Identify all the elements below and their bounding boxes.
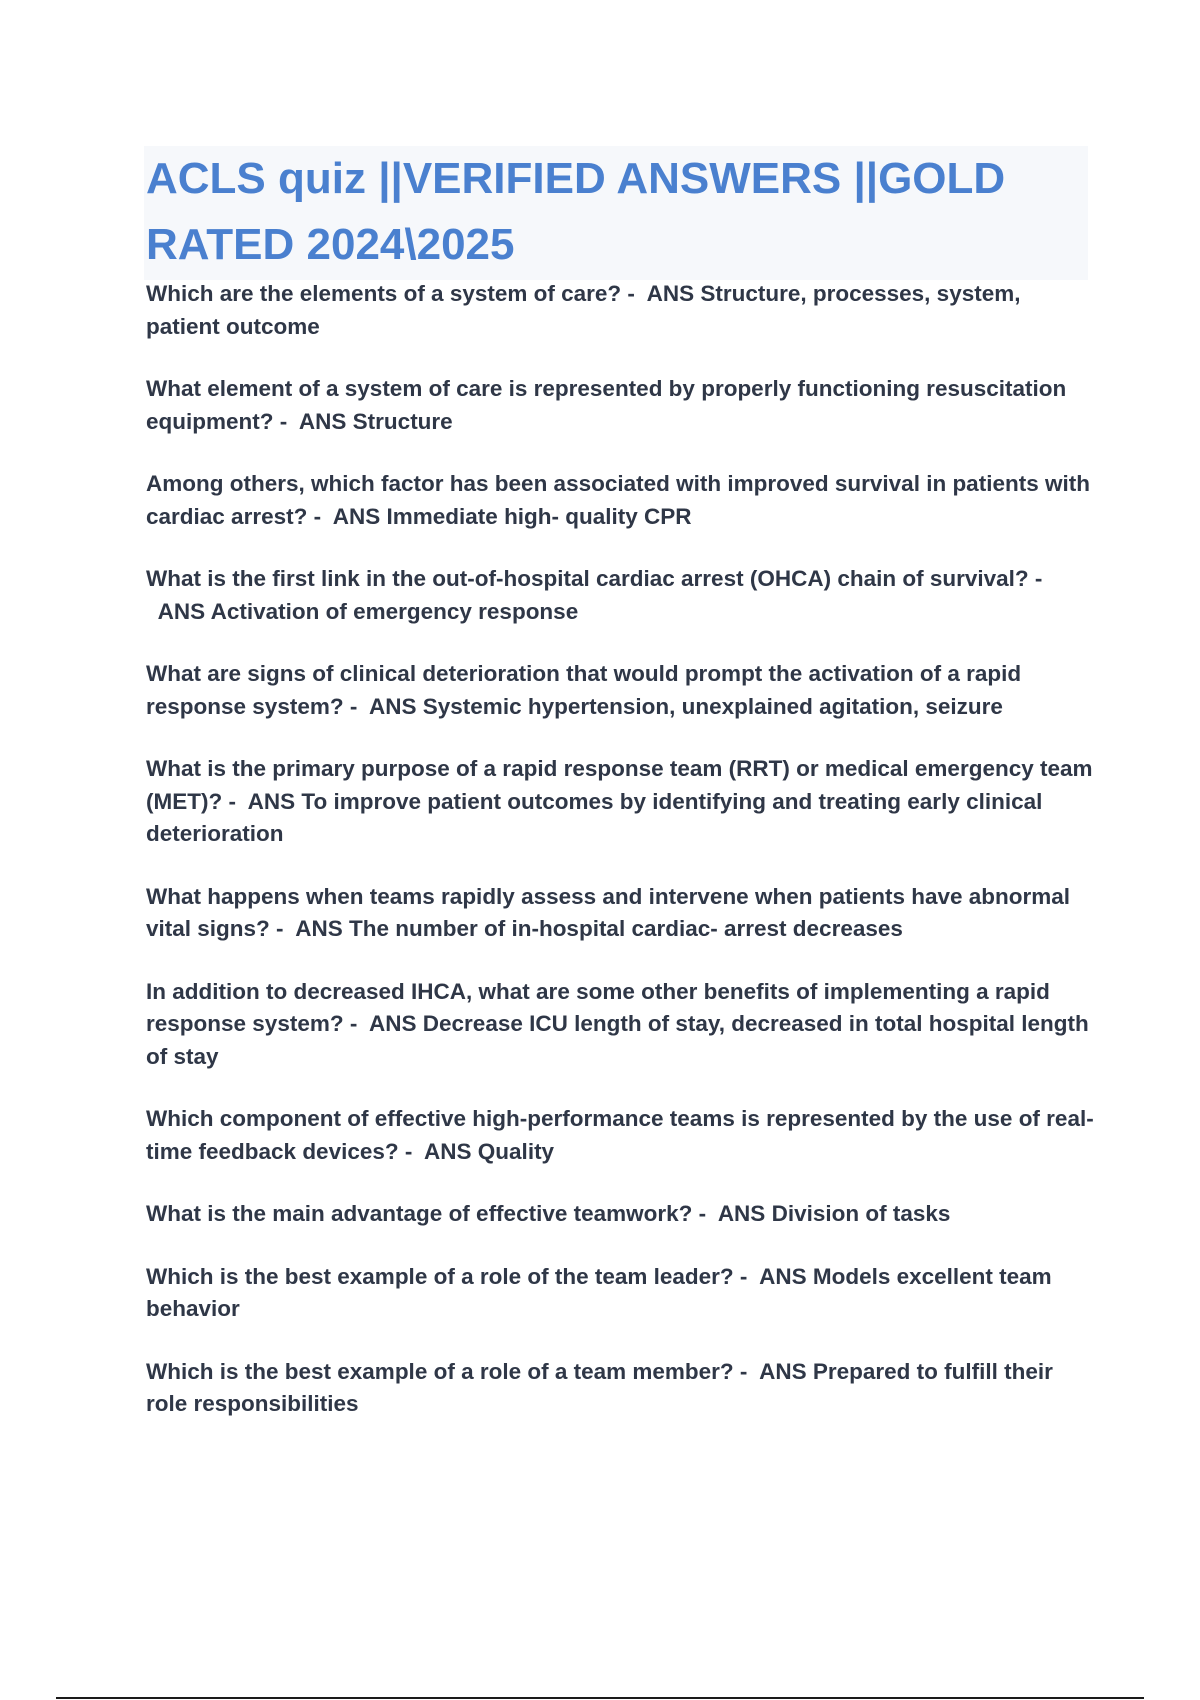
qa-item-11 [146, 1261, 1096, 1326]
qa-item-6 [146, 753, 1096, 851]
answer-text: ANS Structure [298, 408, 453, 434]
question-text: Which is the best example of a role of the team leader? - [146, 1263, 748, 1289]
question-text: What is the first link in the out-of-hospital cardiac arrest (OHCA) chain of survival? - [146, 566, 1043, 591]
document-title: ACLS quiz ||VERIFIED ANSWERS ||GOLD RATED 2024\2025 [146, 154, 1006, 269]
question-text: What happens when teams rapidly assess and intervene when patients have abnormal vital signs? - [146, 883, 1071, 941]
answer-text: ANS Immediate high- quality CPR [332, 503, 692, 529]
question-text: Which are the elements of a system of care? - [146, 281, 635, 306]
answer-text: ANS Prepared to fulfill their role responsibilities [146, 1358, 1053, 1416]
answer-text: ANS Quality [424, 1138, 555, 1164]
qa-list [146, 278, 1096, 1451]
qa-item-3 [146, 468, 1096, 533]
question-text: What is the primary purpose of a rapid response team (RRT) or medical emergency team (MET)? - [146, 756, 1093, 814]
qa-item-2 [146, 373, 1096, 438]
footer-rule [56, 1697, 1144, 1699]
answer-text: ANS To improve patient outcomes by identifying and treating early clinical deterioration [146, 788, 1043, 846]
answer-text: ANS The number of in-hospital cardiac- arrest decreases [295, 916, 903, 941]
question-text: What is the main advantage of effective teamwork? - [146, 1201, 707, 1226]
qa-item-10 [146, 1198, 1096, 1231]
qa-item-12 [146, 1356, 1096, 1421]
answer-text: ANS Decrease ICU length of stay, decreased in total hospital length of stay [146, 1011, 1089, 1069]
question-text: What element of a system of care is represented by properly functioning resuscitation equipment? - [146, 376, 1067, 434]
question-text: Which is the best example of a role of a team member? - [146, 1358, 748, 1384]
qa-item-4 [146, 563, 1096, 628]
question-text: What are signs of clinical deterioration that would prompt the activation of a rapid response system? - [146, 661, 1022, 719]
qa-item-9 [146, 1103, 1096, 1168]
answer-text: ANS Structure, processes, system, patient outcome [146, 281, 1021, 339]
question-text: Which component of effective high-performance teams is represented by the use of real-time feedback devices? - [146, 1106, 1094, 1164]
answer-text: ANS Activation of emergency response [157, 598, 579, 624]
title-block [144, 146, 1088, 280]
qa-item-8 [146, 976, 1096, 1074]
answer-text: ANS Models excellent team behavior [146, 1263, 1052, 1321]
question-text: Among others, which factor has been associated with improved survival in patients with cardiac arrest? - [146, 471, 1090, 529]
question-text: In addition to decreased IHCA, what are some other benefits of implementing a rapid response system? - [146, 978, 1050, 1036]
qa-item-5 [146, 658, 1096, 723]
answer-text: ANS Division of tasks [717, 1201, 951, 1226]
qa-item-7 [146, 881, 1096, 946]
qa-item-1 [146, 278, 1096, 343]
answer-text: ANS Systemic hypertension, unexplained agitation, seizure [369, 693, 1003, 719]
